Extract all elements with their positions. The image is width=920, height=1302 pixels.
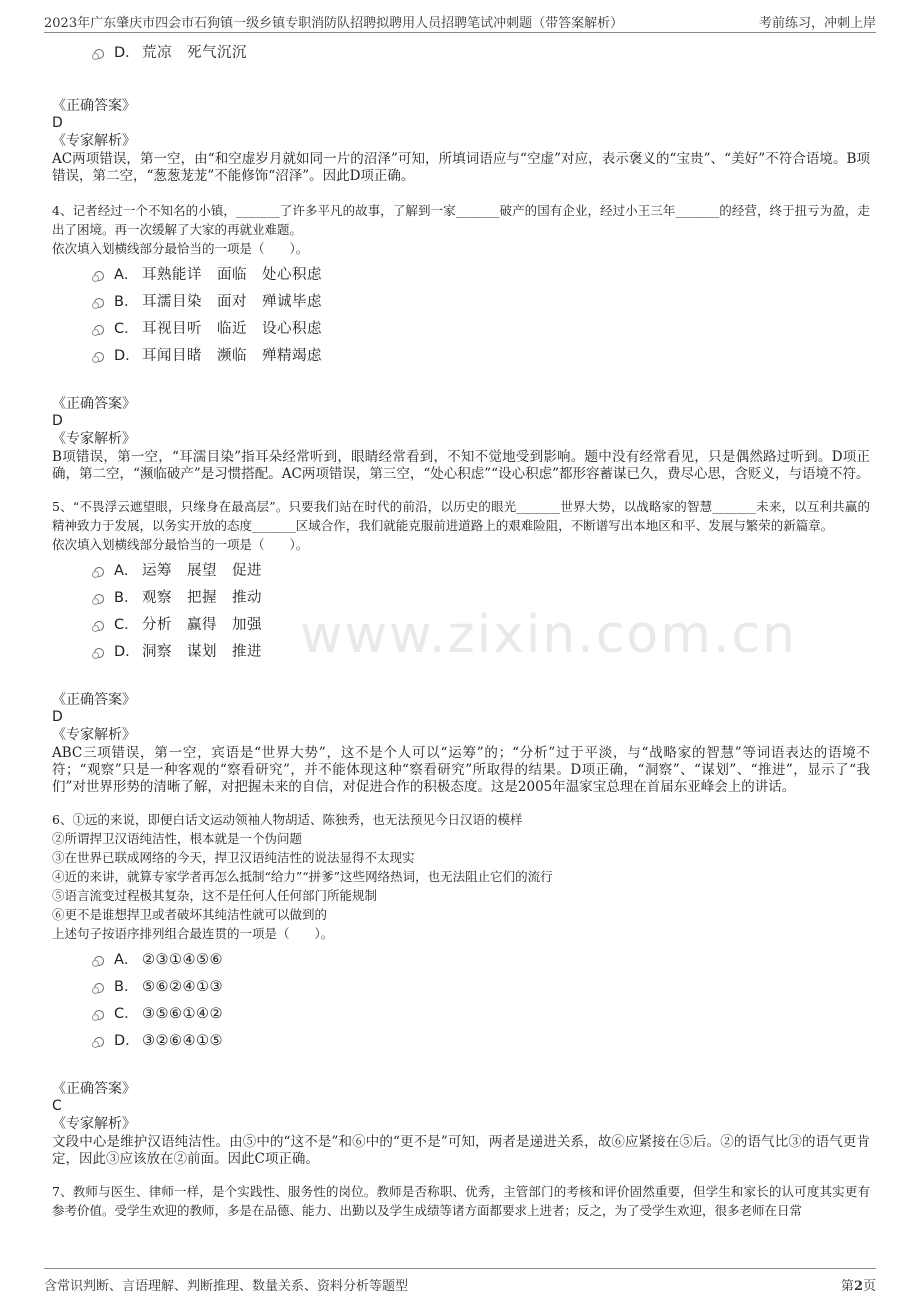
radio-icon[interactable] <box>94 352 104 362</box>
radio-icon[interactable] <box>94 648 104 658</box>
analysis-text: ABC三项错误，第一空，宾语是“世界大势”，这不是个人可以“运筹”的；“分析”过于平淡，与“战略家的智慧”等词语表达的语境不符；“观察”只是一种客观的“察看研究”，并不能体现这种“察看研究”所取得的结果。D项正确，“洞察”、“谋划”、“推进”，显示了“我们”对世界形势的清晰了解，对把握未来的自信，对促进合作的积极态度。这是2005年温家宝总理在首届东亚峰会上的讲话。 <box>52 745 870 795</box>
sentence-2: ②所谓捍卫汉语纯洁性，根本就是一个伪问题 <box>52 831 303 846</box>
question-5-stem: 5、“不畏浮云遮望眼，只缘身在最高层”。只要我们站在时代的前沿，以历史的眼光_______世界大势，以战略家的智慧_______未来，以互利共赢的精神致力于发展，以务实开放的态度_______区域合作，我们就能克服前进道路上的艰难险阻，不断谱写出本地区和平、发展与繁荣的新篇章。 <box>52 499 870 533</box>
analysis-label: 《专家解析》 <box>52 133 136 149</box>
radio-icon[interactable] <box>94 567 104 577</box>
question-5-prompt: 依次填入划横线部分最恰当的一项是（ ）。 <box>52 537 309 552</box>
q4-option-d[interactable]: D． 耳闻目睹 濒临 殚精竭虑 <box>94 343 870 370</box>
q6-option-b[interactable]: B． ⑤⑥②④①③ <box>94 974 870 1001</box>
radio-icon[interactable] <box>94 271 104 281</box>
answer-value: D <box>52 709 63 725</box>
main-content <box>52 40 870 1220</box>
radio-icon[interactable] <box>94 594 104 604</box>
answer-value: C <box>52 1098 62 1114</box>
analysis-text: 文段中心是维护汉语纯洁性。由⑤中的“这不是”和⑥中的“更不是”可知，两者是递进关系，故⑥应紧接在⑤后。②的语气比③的语气更肯定，因此③应该放在②前面。因此C项正确。 <box>52 1134 870 1167</box>
analysis-label: 《专家解析》 <box>52 1116 136 1132</box>
sentence-4: ④近的来讲，就算专家学者再怎么抵制“给力”“拼爹”这些网络热词，也无法阻止它们的流行 <box>52 869 553 884</box>
sentence-5: ⑤语言流变过程极其复杂，这不是任何人任何部门所能规制 <box>52 888 378 903</box>
header-slogan: 考前练习，冲刺上岸 <box>758 16 876 31</box>
radio-icon[interactable] <box>94 325 104 335</box>
analysis-label: 《专家解析》 <box>52 431 136 447</box>
question-6-stem <box>52 810 870 924</box>
q4-option-c[interactable]: C． 耳视目听 临近 设心积虑 <box>94 316 870 343</box>
q6-option-d[interactable]: D． ③②⑥④①⑤ <box>94 1028 870 1055</box>
radio-icon[interactable] <box>94 621 104 631</box>
analysis-text: B项错误，第一空，“耳濡目染”指耳朵经常听到，眼睛经常看到，不知不觉地受到影响。题中没有经常看见，只是偶然路过听到。D项正确，第二空，“濒临破产”是习惯搭配。AC两项错误，第三空，“处心积虑”“设心积虑”都形容蓄谋已久，费尽心思，含贬义，与语境不符。 <box>52 449 870 482</box>
page-footer <box>44 1268 876 1293</box>
sentence-3: ③在世界已联成网络的今天，捍卫汉语纯洁性的说法显得不太现实 <box>52 850 415 865</box>
answer-value: D <box>52 115 63 131</box>
answer-value: D <box>52 413 63 429</box>
q4-option-a[interactable]: A． 耳熟能详 面临 处心积虑 <box>94 262 870 289</box>
question-4-prompt: 依次填入划横线部分最恰当的一项是（ ）。 <box>52 241 309 256</box>
analysis-label: 《专家解析》 <box>52 727 136 743</box>
radio-icon[interactable] <box>94 956 104 966</box>
radio-icon[interactable] <box>94 1037 104 1047</box>
sentence-6: ⑥更不是谁想捍卫或者破坏其纯洁性就可以做到的 <box>52 907 328 922</box>
q3-option-d[interactable]: D． 荒凉 死气沉沉 <box>94 40 870 67</box>
answer-label: 《正确答案》 <box>52 98 136 114</box>
question-7-stem: 7、教师与医生、律师一样，是个实践性、服务性的岗位。教师是否称职、优秀，主管部门的考核和评价固然重要，但学生和家长的认可度其实更有参考价值。受学生欢迎的教师，多是在品德、能力、出勤以及学生成绩等诸方面都要求上进者；反之，为了受学生欢迎，很多老师在日常 <box>52 1184 870 1218</box>
answer-label: 《正确答案》 <box>52 396 136 412</box>
sentence-1: 6、①远的来说，即便白话文运动领袖人物胡适、陈独秀，也无法预见今日汉语的模样 <box>52 812 523 827</box>
answer-label: 《正确答案》 <box>52 1081 136 1097</box>
q6-option-a[interactable]: A． ②③①④⑤⑥ <box>94 947 870 974</box>
radio-icon[interactable] <box>94 49 104 59</box>
radio-icon[interactable] <box>94 1010 104 1020</box>
analysis-text: AC两项错误，第一空，由“和空虚岁月就如同一片的沼泽”可知，所填词语应与“空虚”对应，表示褒义的“宝贵”、“美好”不符合语境。B项错误，第二空，“葱葱茏茏”不能修饰“沼泽”。因此D项正确。 <box>52 151 870 184</box>
document-title: 2023年广东肇庆市四会市石狗镇一级乡镇专职消防队招聘拟聘用人员招聘笔试冲刺题（带答案解析） <box>44 16 624 31</box>
q6-option-c[interactable]: C． ③⑤⑥①④② <box>94 1001 870 1028</box>
radio-icon[interactable] <box>94 983 104 993</box>
question-4-stem: 4、记者经过一个不知名的小镇，_______了许多平凡的故事，了解到一家_______破产的国有企业，经过小王三年_______的经营，终于扭亏为盈，走出了困境。再一次缓解了大家的再就业难题。 <box>52 203 870 237</box>
q5-option-d[interactable]: D． 洞察 谋划 推进 <box>94 639 870 666</box>
question-6-prompt: 上述句子按语序排列组合最连贯的一项是（ ）。 <box>52 926 334 941</box>
q5-option-b[interactable]: B． 观察 把握 推动 <box>94 585 870 612</box>
footer-topics: 含常识判断、言语理解、判断推理、数量关系、资料分析等题型 <box>44 1279 409 1294</box>
radio-icon[interactable] <box>94 298 104 308</box>
q4-option-b[interactable]: B． 耳濡目染 面对 殚诚毕虑 <box>94 289 870 316</box>
answer-label: 《正确答案》 <box>52 692 136 708</box>
page-header <box>44 8 876 33</box>
page-number: 第2页 <box>840 1279 876 1294</box>
q5-option-a[interactable]: A． 运筹 展望 促进 <box>94 558 870 585</box>
q5-option-c[interactable]: C． 分析 赢得 加强 <box>94 612 870 639</box>
watermark: www.zixin.com.cn <box>300 605 797 665</box>
